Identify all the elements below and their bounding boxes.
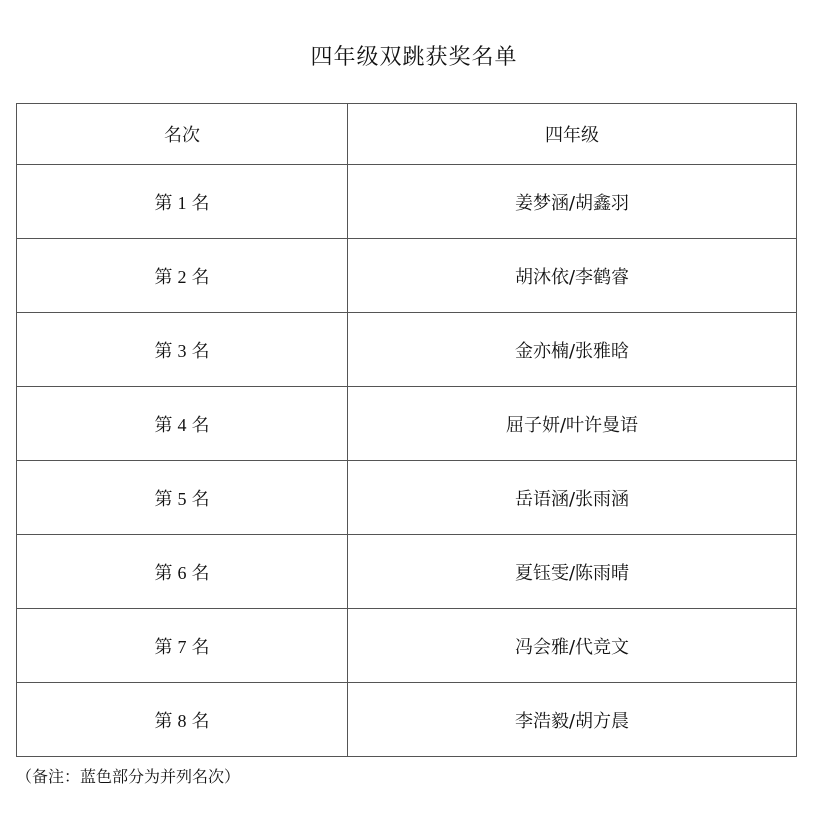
table-row	[17, 609, 797, 683]
rank-number: 6	[177, 562, 187, 583]
footnote: （备注：蓝色部分为并列名次）	[16, 767, 241, 786]
rank-cell	[17, 239, 348, 313]
document-title: 四年级双跳获奖名单	[310, 45, 518, 70]
rank-cell	[17, 461, 348, 535]
table-row	[17, 461, 797, 535]
names-cell: 屈子妍/叶许曼语	[348, 387, 797, 461]
names-cell: 夏钰雯/陈雨晴	[348, 535, 797, 609]
rank-cell	[17, 165, 348, 239]
rank-suffix: 名	[191, 414, 210, 436]
names-cell: 李浩毅/胡方晨	[348, 683, 797, 757]
rank-number: 5	[177, 488, 187, 509]
rank-cell	[17, 609, 348, 683]
rank-prefix: 第	[154, 488, 173, 510]
rank-suffix: 名	[191, 562, 210, 584]
rank-cell	[17, 535, 348, 609]
rank-prefix: 第	[154, 414, 173, 436]
names-cell: 岳语涵/张雨涵	[348, 461, 797, 535]
header-rank: 名次	[17, 104, 348, 165]
rank-number: 1	[177, 192, 187, 213]
rank-number: 7	[177, 636, 187, 657]
table-row	[17, 683, 797, 757]
rank-prefix: 第	[154, 710, 173, 732]
rank-suffix: 名	[191, 710, 210, 732]
table-header-row	[17, 104, 797, 165]
rank-prefix: 第	[154, 340, 173, 362]
table-row	[17, 165, 797, 239]
rank-prefix: 第	[154, 562, 173, 584]
rank-suffix: 名	[191, 636, 210, 658]
rank-suffix: 名	[191, 192, 210, 214]
names-cell: 姜梦涵/胡鑫羽	[348, 165, 797, 239]
names-cell: 冯会雅/代竞文	[348, 609, 797, 683]
names-cell: 金亦楠/张雅晗	[348, 313, 797, 387]
rank-number: 2	[177, 266, 187, 287]
rank-prefix: 第	[154, 636, 173, 658]
rank-suffix: 名	[191, 340, 210, 362]
rank-cell	[17, 313, 348, 387]
table-row	[17, 313, 797, 387]
table-row	[17, 387, 797, 461]
rank-suffix: 名	[191, 266, 210, 288]
table-row	[17, 239, 797, 313]
names-cell: 胡沐依/李鹤睿	[348, 239, 797, 313]
rank-number: 8	[177, 710, 187, 731]
rank-cell	[17, 387, 348, 461]
rank-cell	[17, 683, 348, 757]
header-grade: 四年级	[348, 104, 797, 165]
rank-prefix: 第	[154, 266, 173, 288]
rank-prefix: 第	[154, 192, 173, 214]
rank-suffix: 名	[191, 488, 210, 510]
rank-number: 4	[177, 414, 187, 435]
table-row	[17, 535, 797, 609]
award-table	[16, 103, 797, 757]
rank-number: 3	[177, 340, 187, 361]
